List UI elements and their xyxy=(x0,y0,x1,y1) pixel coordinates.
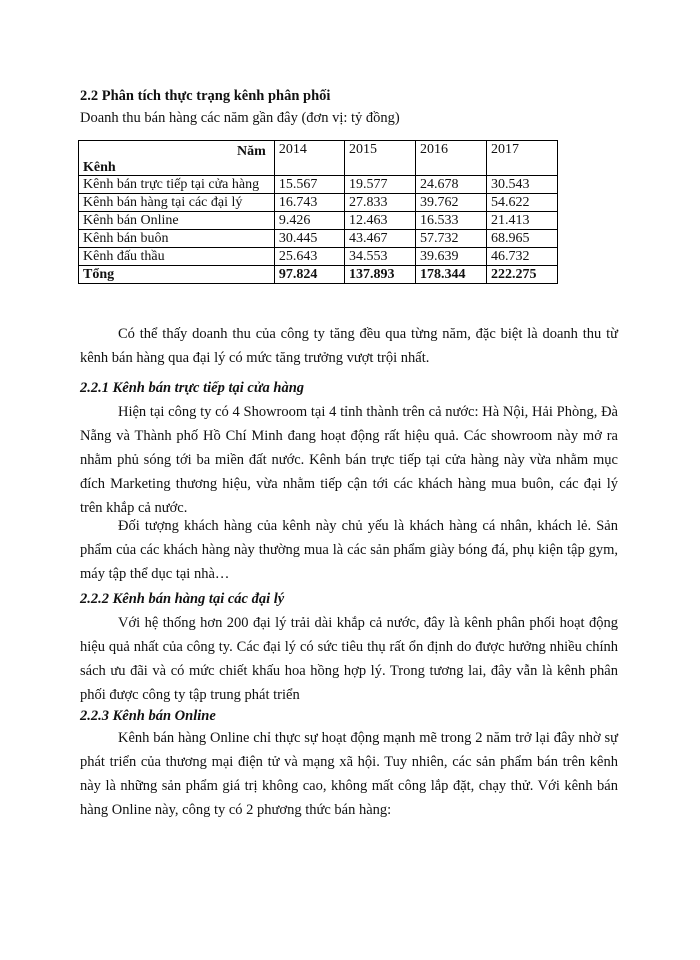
total-value: 222.275 xyxy=(487,266,558,284)
table-total-row xyxy=(79,266,558,284)
total-value: 178.344 xyxy=(416,266,487,284)
total-value: 97.824 xyxy=(274,266,344,284)
header-channel-label: Kênh xyxy=(83,160,116,175)
table-row xyxy=(79,248,558,266)
row-channel: Kênh đấu thầu xyxy=(79,248,275,266)
row-value: 54.622 xyxy=(487,194,558,212)
subsection-title-online: 2.2.3 Kênh bán Online xyxy=(80,708,216,724)
row-value: 46.732 xyxy=(487,248,558,266)
row-value: 30.543 xyxy=(487,176,558,194)
row-value: 43.467 xyxy=(345,230,416,248)
table-row xyxy=(79,194,558,212)
table-row xyxy=(79,212,558,230)
subsection-title-agents: 2.2.2 Kênh bán hàng tại các đại lý xyxy=(80,591,285,607)
row-value: 16.533 xyxy=(416,212,487,230)
table-row xyxy=(79,230,558,248)
row-value: 30.445 xyxy=(274,230,344,248)
row-value: 21.413 xyxy=(487,212,558,230)
subsection-title-direct-store: 2.2.1 Kênh bán trực tiếp tại cửa hàng xyxy=(80,380,305,396)
row-value: 68.965 xyxy=(487,230,558,248)
row-value: 19.577 xyxy=(345,176,416,194)
subsection-direct-store-paragraph-1: Hiện tại công ty có 4 Showroom tại 4 tỉnh thành trên cả nước: Hà Nội, Hải Phòng, Đà Nẵng và Thành phố Hồ Chí Minh đang hoạt động rất hiệu quả. Các showroom này mở ra nhằm phủ sóng tới ba miền đất nước. Kênh bán trực tiếp tại cửa hàng này vừa nhằm mục đích Marketing thương hiệu, vừa nhằm tiếp cận tới các khách hàng mua buôn, các đại lý trên khắp cả nước. xyxy=(80,404,618,516)
header-year-2017: 2017 xyxy=(487,141,558,176)
row-value: 34.553 xyxy=(345,248,416,266)
header-year-label: Năm xyxy=(237,144,266,159)
row-channel: Kênh bán trực tiếp tại cửa hàng xyxy=(79,176,275,194)
row-value: 57.732 xyxy=(416,230,487,248)
table-header-row xyxy=(79,141,558,176)
row-channel: Kênh bán Online xyxy=(79,212,275,230)
row-value: 24.678 xyxy=(416,176,487,194)
row-value: 16.743 xyxy=(274,194,344,212)
row-value: 39.639 xyxy=(416,248,487,266)
total-value: 137.893 xyxy=(345,266,416,284)
revenue-table xyxy=(78,140,558,284)
row-value: 39.762 xyxy=(416,194,487,212)
table-caption: Doanh thu bán hàng các năm gần đây (đơn vị: tỷ đồng) xyxy=(80,110,400,126)
subsection-agents-paragraph: Với hệ thống hơn 200 đại lý trải dài khắp cả nước, đây là kênh phân phối hoạt động hiệu quả nhất của công ty. Các đại lý có sức tiêu thụ rất ổn định do được hưởng nhiều chính sách ưu đãi và có mức chiết khấu hoa hồng hợp lý. Trong tương lai, đây vẫn là kênh phân phối được công ty tập trung phát triển xyxy=(80,615,618,703)
subsection-online-paragraph: Kênh bán hàng Online chỉ thực sự hoạt động mạnh mẽ trong 2 năm trở lại đây nhờ sự phát triển của thương mại điện tử và mạng xã hội. Tuy nhiên, các sản phẩm bán trên kênh này là những sản phẩm giá trị không cao, không mất công lắp đặt, chạy thử. Với kênh bán hàng Online này, công ty có 2 phương thức bán hàng: xyxy=(80,730,618,818)
total-label: Tổng xyxy=(79,266,275,284)
header-year-2015: 2015 xyxy=(345,141,416,176)
row-value: 9.426 xyxy=(274,212,344,230)
table-row xyxy=(79,176,558,194)
row-value: 25.643 xyxy=(274,248,344,266)
intro-paragraph: Có thể thấy doanh thu của công ty tăng đều qua từng năm, đặc biệt là doanh thu từ kênh bán hàng qua đại lý có mức tăng trưởng vượt trội nhất. xyxy=(80,326,618,366)
header-year-2014: 2014 xyxy=(274,141,344,176)
row-value: 12.463 xyxy=(345,212,416,230)
row-channel: Kênh bán hàng tại các đại lý xyxy=(79,194,275,212)
header-year-2016: 2016 xyxy=(416,141,487,176)
table-header-corner xyxy=(79,141,275,176)
row-value: 27.833 xyxy=(345,194,416,212)
row-channel: Kênh bán buôn xyxy=(79,230,275,248)
subsection-direct-store-paragraph-2: Đối tượng khách hàng của kênh này chủ yếu là khách hàng cá nhân, khách lẻ. Sản phẩm của các khách hàng này thường mua là các sản phẩm giày bóng đá, phụ kiện tập gym, máy tập thể dục tại nhà… xyxy=(80,518,618,582)
section-title: 2.2 Phân tích thực trạng kênh phân phối xyxy=(80,88,331,104)
row-value: 15.567 xyxy=(274,176,344,194)
